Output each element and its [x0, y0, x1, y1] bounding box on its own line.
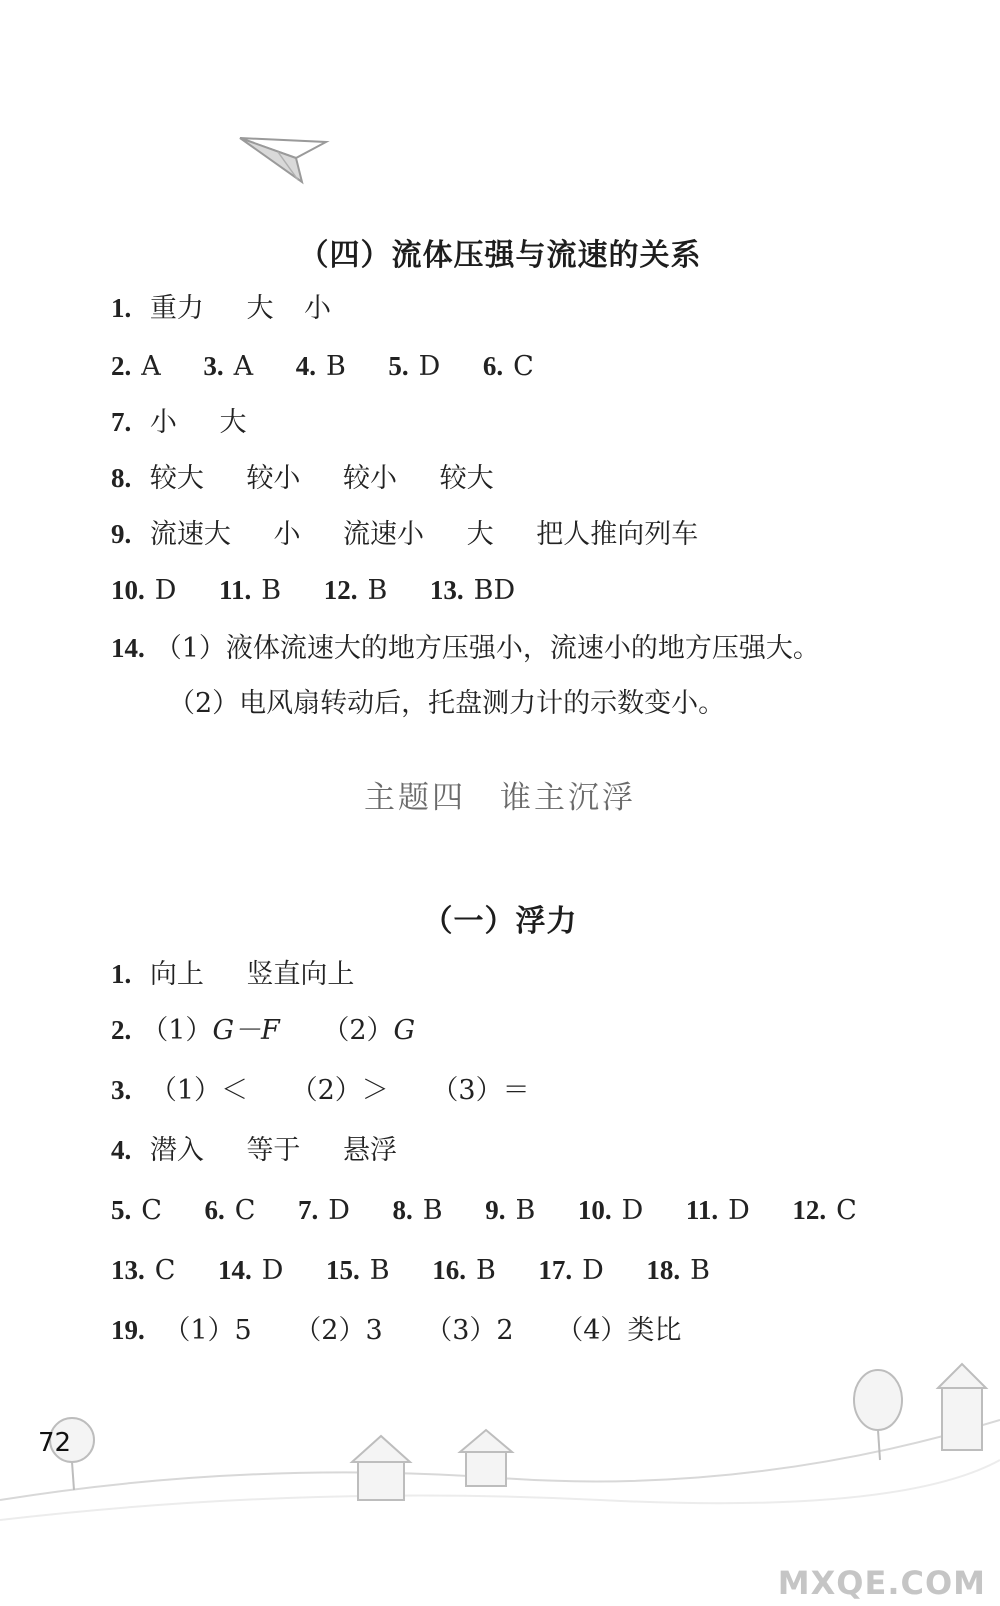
theme-title: 主题四 谁主沉浮 — [364, 780, 636, 816]
answer-line-8: 8. 较大 较小 较小 较大 — [111, 463, 494, 494]
buoyancy-line-13-18: 13. C 14. D 15. B 16. B 17. D 18. B — [111, 1255, 710, 1286]
answer-line-1: 1. 重力 大 小 — [111, 293, 332, 324]
watermark-text: MXQE.COM — [777, 1564, 986, 1602]
buoyancy-line-1: 1. 向上 竖直向上 — [111, 959, 355, 990]
buoyancy-line-4: 4. 潜入 等于 悬浮 — [111, 1135, 398, 1166]
answer-line-10-13: 10. D 11. B 12. B 13. BD — [111, 575, 516, 606]
buoyancy-line-5-12: 5. C 6. C 7. D 8. B 9. B 10. D 11. D 12. C — [111, 1195, 857, 1226]
section-title-buoyancy: （一）浮力 — [422, 904, 578, 939]
buoyancy-line-19: 19. （1）5 （2）3 （3）2 （4）类比 — [111, 1315, 682, 1346]
paper-plane-icon — [238, 132, 330, 187]
buoyancy-line-2: 2. （1）G－F （2）G — [111, 1015, 416, 1046]
answer-line-2-6: 2. A 3. A 4. B 5. D 6. C — [111, 351, 534, 382]
answer-line-14-part2: （2）电风扇转动后，托盘测力计的示数变小。 — [168, 688, 726, 719]
answer-line-14-part1: 14. （1）液体流速大的地方压强小，流速小的地方压强大。 — [111, 633, 820, 664]
answer-line-7: 7. 小 大 — [111, 407, 247, 438]
page-number: 72 — [38, 1428, 72, 1458]
answer-line-9: 9. 流速大 小 流速小 大 把人推向列车 — [111, 519, 699, 550]
section-title-fluid-pressure: （四）流体压强与流速的关系 — [298, 238, 702, 273]
buoyancy-line-3: 3. （1）＜ （2）＞ （3）＝ — [111, 1075, 530, 1106]
